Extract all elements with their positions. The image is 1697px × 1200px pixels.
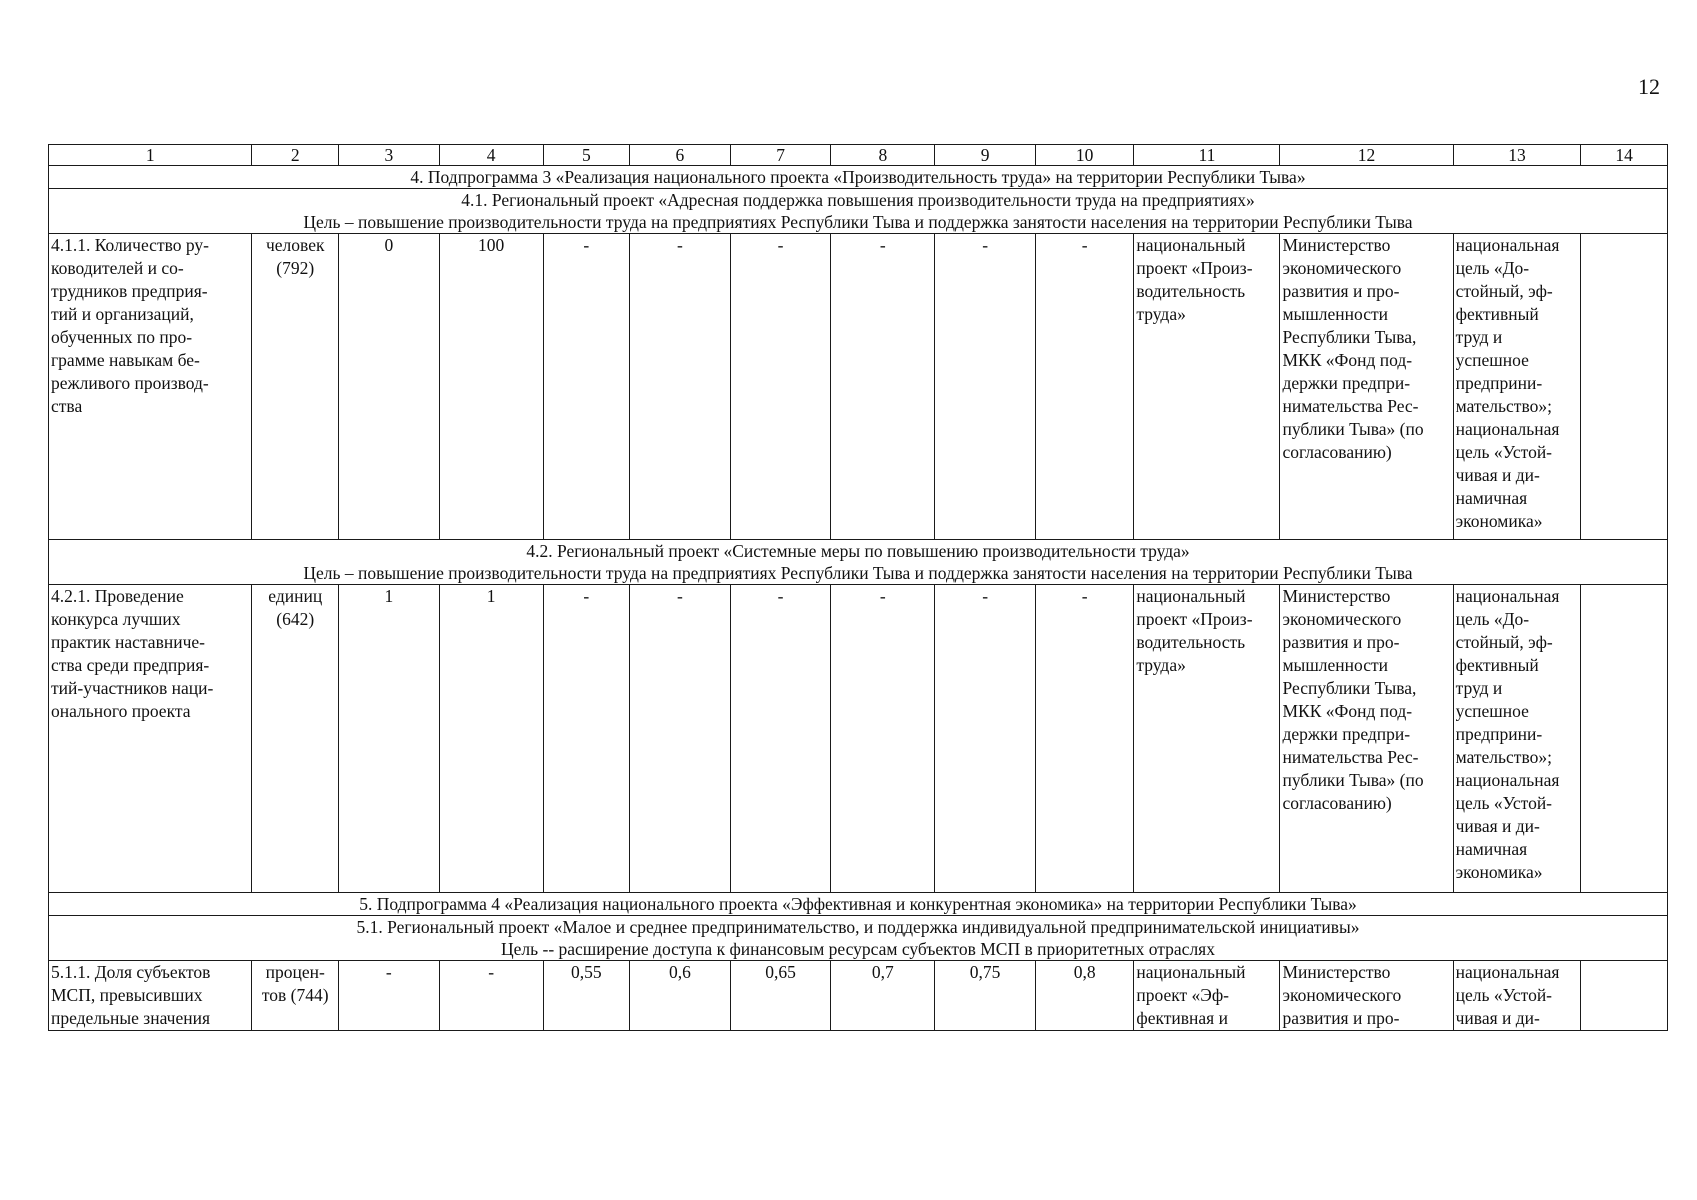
column-header: 3	[339, 145, 440, 166]
value-cell: 0	[339, 234, 440, 540]
column-header: 4	[439, 145, 543, 166]
column-header: 7	[730, 145, 831, 166]
value-cell: -	[730, 234, 831, 540]
empty-cell	[1581, 961, 1668, 1031]
unit-cell: процен- тов (744)	[252, 961, 339, 1031]
value-cell: -	[1035, 234, 1133, 540]
indicators-table	[48, 144, 1668, 1031]
column-header: 11	[1134, 145, 1280, 166]
value-cell: -	[630, 234, 731, 540]
value-cell: -	[935, 234, 1036, 540]
value-cell: 1	[339, 585, 440, 893]
column-header: 2	[252, 145, 339, 166]
national-project-cell: национальный проект «Произ- водительность труда»	[1134, 585, 1280, 893]
indicator-name: 5.1.1. Доля субъектов МСП, превысивших предельные значения	[49, 961, 252, 1031]
value-cell: -	[630, 585, 731, 893]
value-cell: -	[543, 585, 630, 893]
value-cell: -	[543, 234, 630, 540]
value-cell: -	[439, 961, 543, 1031]
project-4-1-goal: Цель – повышение производительности труда на предприятиях Республики Тыва и поддержка занятости населения на территории Республики Тыва	[303, 212, 1413, 232]
value-cell: 0,7	[831, 961, 935, 1031]
empty-cell	[1581, 585, 1668, 893]
table-row	[49, 961, 1668, 1031]
indicator-name: 4.2.1. Проведение конкурса лучших практик наставниче- ства среди предприя- тий-участников наци- онального проекта	[49, 585, 252, 893]
column-header: 5	[543, 145, 630, 166]
column-header: 14	[1581, 145, 1668, 166]
national-goal-cell: национальная цель «Устой- чивая и ди-	[1453, 961, 1581, 1031]
value-cell: 0,65	[730, 961, 831, 1031]
responsible-cell: Министерство экономического развития и про- мышленности Республики Тыва, МКК «Фонд под- держки предпри- нимательства Рес- публики Тыва» (по согласованию)	[1280, 585, 1453, 893]
table-row	[49, 234, 1668, 540]
column-header: 1	[49, 145, 252, 166]
empty-cell	[1581, 234, 1668, 540]
project-4-2-header	[49, 540, 1668, 585]
unit-cell: единиц (642)	[252, 585, 339, 893]
value-cell: 0,6	[630, 961, 731, 1031]
indicator-name: 4.1.1. Количество ру- ководителей и со- трудников предприя- тий и организаций, обученных по про- грамме навыкам бе- режливого производ- ства	[49, 234, 252, 540]
value-cell: -	[831, 234, 935, 540]
table-row	[49, 585, 1668, 893]
subprogram-4-title: 5. Подпрограмма 4 «Реализация национального проекта «Эффективная и конкурентная экономика» на территории Республики Тыва»	[49, 893, 1668, 916]
project-4-1-title: 4.1. Региональный проект «Адресная поддержка повышения производительности труда на предприятиях»	[461, 190, 1255, 210]
project-5-1-header	[49, 916, 1668, 961]
project-4-1-row	[49, 189, 1668, 234]
value-cell: -	[339, 961, 440, 1031]
column-header: 12	[1280, 145, 1453, 166]
national-goal-cell: национальная цель «До- стойный, эф- фективный труд и успешное предприни- мательство»; национальная цель «Устой- чивая и ди- намичная экономика»	[1453, 585, 1581, 893]
project-4-1-header	[49, 189, 1668, 234]
column-header: 10	[1035, 145, 1133, 166]
value-cell: -	[935, 585, 1036, 893]
value-cell: 1	[439, 585, 543, 893]
value-cell: -	[1035, 585, 1133, 893]
project-5-1-goal: Цель -- расширение доступа к финансовым ресурсам субъектов МСП в приоритетных отраслях	[501, 939, 1215, 959]
column-header: 13	[1453, 145, 1581, 166]
column-number-row	[49, 145, 1668, 166]
column-header: 9	[935, 145, 1036, 166]
value-cell: 0,8	[1035, 961, 1133, 1031]
column-header: 8	[831, 145, 935, 166]
value-cell: -	[730, 585, 831, 893]
value-cell: 100	[439, 234, 543, 540]
value-cell: 0,75	[935, 961, 1036, 1031]
value-cell: 0,55	[543, 961, 630, 1031]
subprogram-3-title: 4. Подпрограмма 3 «Реализация национального проекта «Производительность труда» на территории Республики Тыва»	[49, 166, 1668, 189]
subprogram-4-row	[49, 893, 1668, 916]
project-4-2-row	[49, 540, 1668, 585]
page-number: 12	[1638, 74, 1660, 99]
column-header: 6	[630, 145, 731, 166]
responsible-cell: Министерство экономического развития и про- мышленности Республики Тыва, МКК «Фонд под- держки предпри- нимательства Рес- публики Тыва» (по согласованию)	[1280, 234, 1453, 540]
project-4-2-title: 4.2. Региональный проект «Системные меры по повышению производительности труда»	[526, 541, 1190, 561]
national-project-cell: национальный проект «Эф- фективная и	[1134, 961, 1280, 1031]
project-5-1-title: 5.1. Региональный проект «Малое и среднее предпринимательство, и поддержка индивидуальной предпринимательской инициативы»	[356, 917, 1360, 937]
project-5-1-row	[49, 916, 1668, 961]
unit-cell: человек (792)	[252, 234, 339, 540]
value-cell: -	[831, 585, 935, 893]
national-goal-cell: национальная цель «До- стойный, эф- фективный труд и успешное предприни- мательство»; национальная цель «Устой- чивая и ди- намичная экономика»	[1453, 234, 1581, 540]
project-4-2-goal: Цель – повышение производительности труда на предприятиях Республики Тыва и поддержка занятости населения на территории Республики Тыва	[303, 563, 1413, 583]
subprogram-3-row	[49, 166, 1668, 189]
responsible-cell: Министерство экономического развития и про-	[1280, 961, 1453, 1031]
national-project-cell: национальный проект «Произ- водительность труда»	[1134, 234, 1280, 540]
